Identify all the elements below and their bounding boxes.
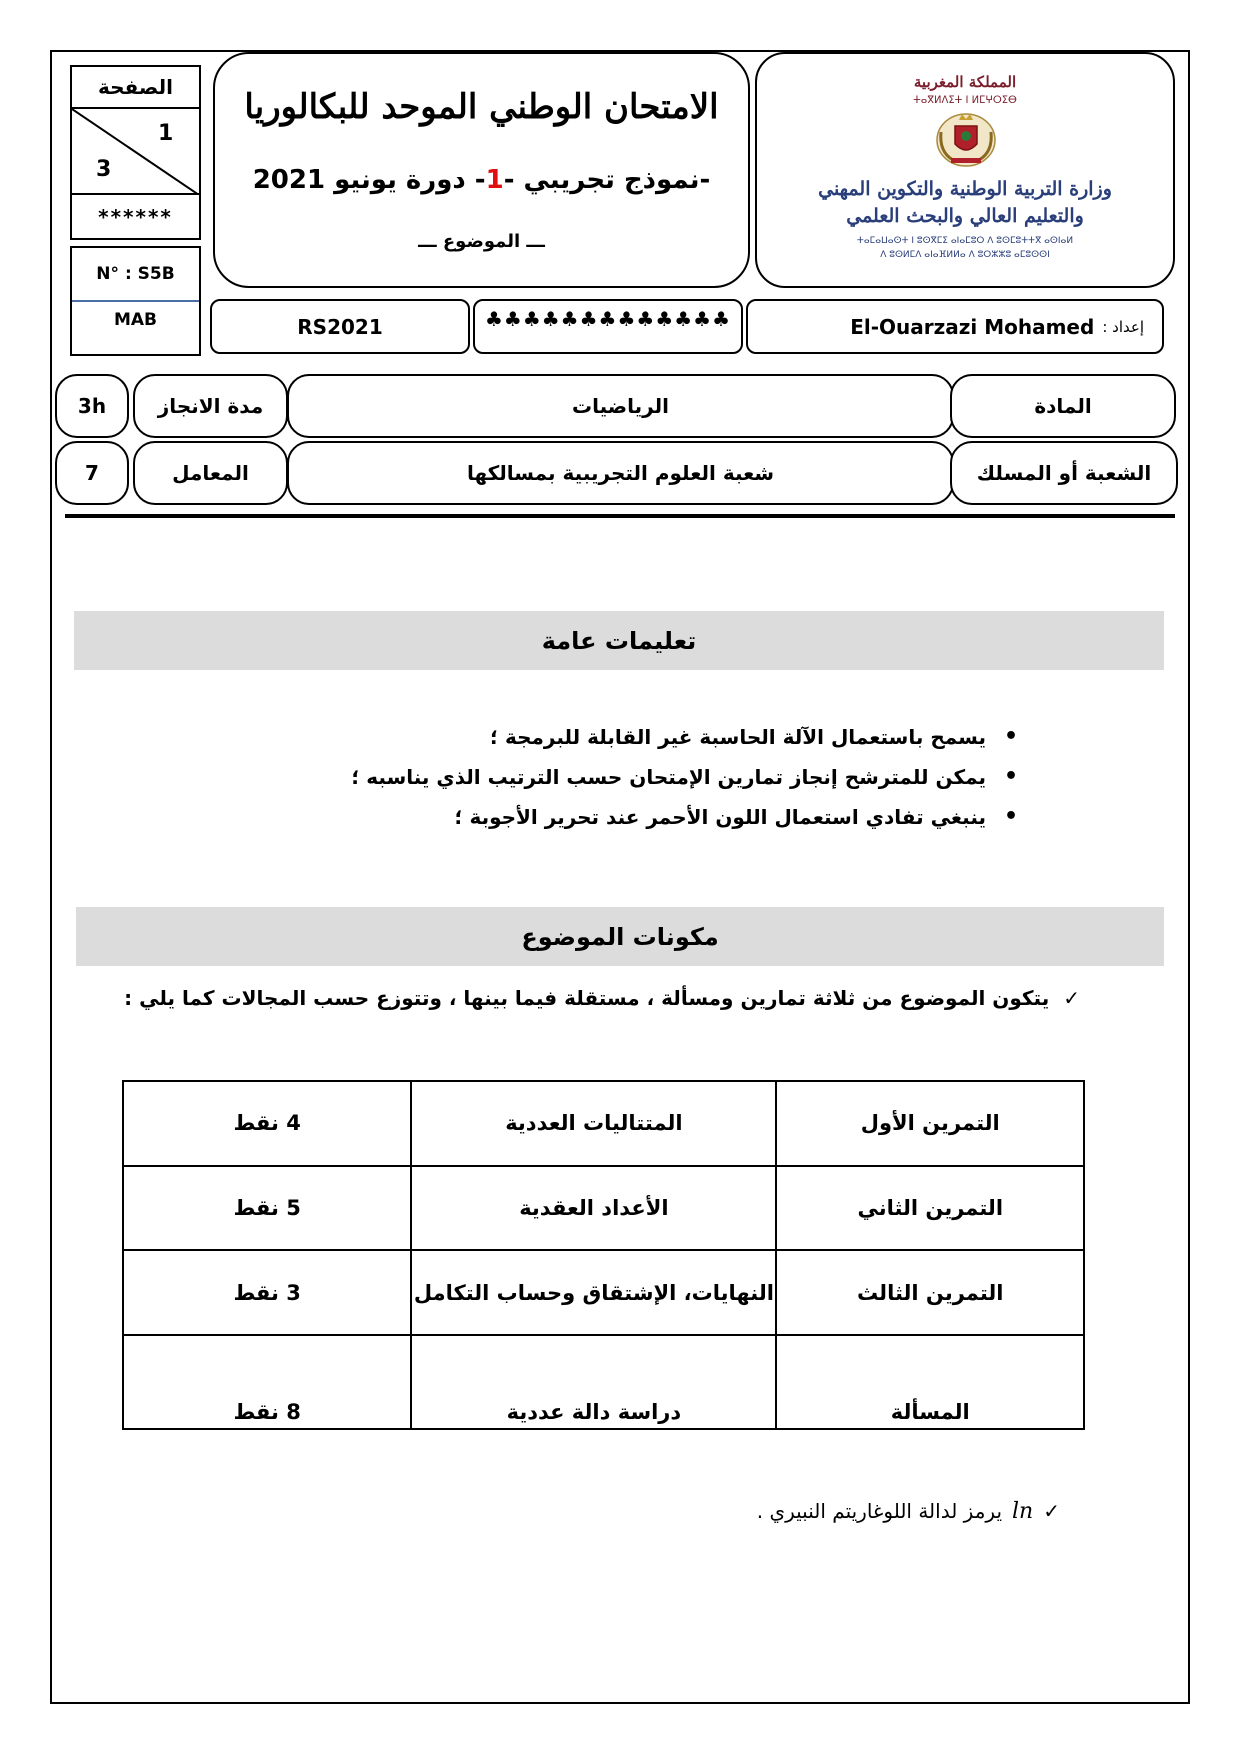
page-current: 1 [158,121,174,146]
ministry-line1: وزارة التربية الوطنية والتكوين المهني [818,178,1112,200]
branch-label: الشعبة أو المسلك [976,461,1152,485]
points-cell: 8 نقط [123,1335,411,1429]
page-fraction [72,109,199,195]
coef-label-box [133,441,288,505]
ln-symbol: ln [1012,1498,1034,1524]
exam-title: الامتحان الوطني الموحد للبكالوريا [244,87,719,127]
session-suffix: - دورة يونيو 2021 [252,165,486,195]
page-label: الصفحة [72,67,199,109]
ministry-line2: والتعليم العالي والبحث العلمي [846,205,1084,227]
subject-value: الرياضيات [572,394,669,418]
fraction-diagonal [72,109,199,195]
components-intro-row [120,982,1080,1014]
points-cell: 4 نقط [123,1081,411,1166]
table-row [123,1335,1084,1429]
kingdom-label: المملكة المغربية [913,73,1017,91]
clubs-label: ♣♣♣♣♣♣♣♣♣♣♣♣♣ [484,306,732,331]
components-title-bar [76,907,1164,966]
subject-field-label: المادة [1034,394,1092,418]
exam-title-box [213,52,750,288]
coef-value-box [55,441,129,505]
components-title: مكونات الموضوع [521,922,719,951]
distribution-table [122,1080,1085,1430]
domain-cell: النهايات، الإشتقاق وحساب التكامل [411,1250,776,1335]
exercise-cell: التمرين الأول [776,1081,1084,1166]
code-label: N° : S5B [72,248,199,302]
page-total: 3 [96,157,112,182]
ministry-tifinagh-1: ⵜⴰⵎⴰⵡⴰⵙⵜ ⵏ ⵓⵙⴳⵎⵉ ⴰⵏⴰⵎⵓⵔ ⴷ ⵓⵙⵎⵓⵜⵜⴳ ⴰⵙⵏⴰⵍ [856,236,1074,246]
branch-label-box [950,441,1178,505]
table-row [123,1250,1084,1335]
branch-value: شعبة العلوم التجريبية بمسالكها [466,461,775,485]
author-box [746,299,1164,354]
ref-box [210,299,470,354]
instruction-item: • يسمح باستعمال الآلة الحاسبة غير القابلة للبرمجة ؛ [300,717,1020,757]
ln-note-text: يرمز لدالة اللوغاريتم النبيري . [756,1499,1003,1523]
points-cell: 3 نقط [123,1250,411,1335]
stars-label: ****** [98,204,173,229]
instructions-list [300,717,1020,837]
instructions-title-bar [74,611,1164,670]
header-divider [65,514,1175,518]
model-number: 1 [485,165,504,195]
ln-note-row [600,1494,1060,1528]
points-cell: 5 نقط [123,1166,411,1251]
table-row [123,1081,1084,1166]
domain-cell: دراسة دالة عددية [411,1335,776,1429]
subject-label-box [950,374,1176,438]
duration-value: 3h [77,394,107,418]
domain-cell: المتتاليات العددية [411,1081,776,1166]
ministry-tifinagh-2: ⴷ ⵓⵙⵍⵎⴷ ⴰⵏⴰⴼⵍⵍⴰ ⴷ ⵓⵔⵣⵣⵓ ⴰⵎⵓⵙⵙⵏ [880,250,1050,260]
coef-value: 7 [85,461,99,485]
code-box [70,246,201,356]
instruction-item: • ينبغي تفادي استعمال اللون الأحمر عند تحرير الأجوبة ؛ [300,797,1020,837]
instruction-item: • يمكن للمترشح إنجاز تمارين الإمتحان حسب الترتيب الذي يناسبه ؛ [300,757,1020,797]
coat-of-arms-icon [935,110,997,168]
session-line [215,162,748,198]
kingdom-tifinagh: ⵜⴰⴳⵍⴷⵉⵜ ⵏ ⵍⵎⵖⵔⵉⴱ [913,94,1017,106]
ref-label: RS2021 [297,314,383,339]
duration-label-box [133,374,288,438]
exercise-cell: المسألة [776,1335,1084,1429]
author-name: El-Ouarzazi Mohamed [850,314,1095,339]
subject-label: ـــ الموضوع ـــ [418,230,545,252]
mab-label: MAB [113,310,158,330]
check-icon: ✓ [1043,1499,1060,1523]
subject-value-box [287,374,954,438]
session-prefix: -نموذج تجريبي - [503,165,711,195]
page-number-box [70,65,201,240]
table-row [123,1166,1084,1251]
clubs-box [473,299,743,354]
check-icon: ✓ [1063,986,1080,1010]
duration-label: مدة الانجاز [157,394,264,418]
coef-label: المعامل [172,461,249,485]
prepared-by-label: إعداد : [1102,317,1144,336]
components-intro: يتكون الموضوع من ثلاثة تمارين ومسألة ، مستقلة فيما بينها ، وتتوزع حسب المجالات كما يلي : [124,986,1050,1010]
exercise-cell: التمرين الثالث [776,1250,1084,1335]
instructions-title: تعليمات عامة [541,626,697,655]
duration-value-box [55,374,129,438]
domain-cell: الأعداد العقدية [411,1166,776,1251]
branch-value-box [287,441,954,505]
exercise-cell: التمرين الثاني [776,1166,1084,1251]
ministry-box [755,52,1175,288]
